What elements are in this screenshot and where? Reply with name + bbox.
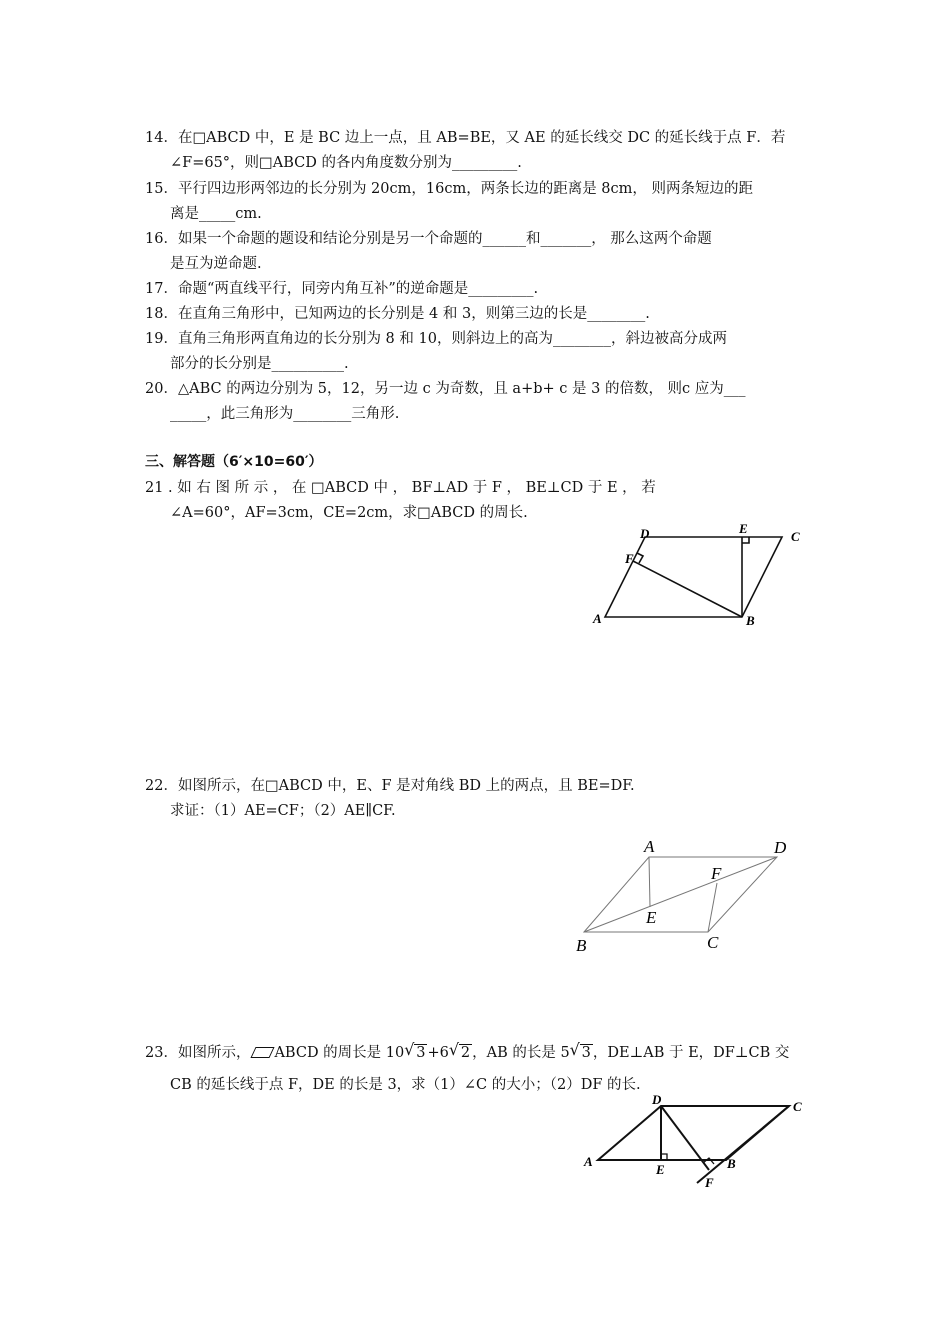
- q21-label-C: C: [791, 529, 800, 544]
- q21-label-A: A: [593, 611, 602, 626]
- q22-label-E: E: [646, 908, 657, 927]
- q14-line1: 14．在□ABCD 中，E 是 BC 边上一点，且 AB=BE，又 AE 的延长线交 DC 的延长线于点 F．若: [145, 130, 786, 146]
- q14-line2: ∠F=65°，则□ABCD 的各内角度数分别为_________.: [170, 155, 522, 171]
- q23-label-B: B: [727, 1156, 736, 1171]
- sqrt-icon: [571, 1043, 593, 1063]
- q20-line1: 20．△ABC 的两边分别为 5，12，另一边 c 为奇数，且 a+b+ c 是 3 的倍数， 则c 应为___: [145, 381, 746, 397]
- q22-label-F: F: [711, 864, 722, 883]
- q23-label-D: D: [652, 1092, 662, 1107]
- parallelogram-icon: [251, 1047, 275, 1058]
- q23-text-1: 23．如图所示，: [145, 1045, 251, 1061]
- q19-line1: 19．直角三角形两直角边的长分别为 8 和 10，则斜边上的高为________，斜边被高分成两: [145, 331, 727, 347]
- q22-line2: 求证：（1）AE=CF；（2）AE∥CF.: [170, 803, 396, 819]
- q21-line1: 21 . 如 右 图 所 示 ， 在 □ABCD 中 ， BF⊥AD 于 F ， BE⊥CD 于 E ， 若: [145, 480, 656, 496]
- q23-text-4: ，AB 的长是 5: [472, 1045, 570, 1061]
- q23-radicand-3: 3: [581, 1045, 591, 1061]
- q15-line1: 15．平行四边形两邻边的长分别为 20cm，16cm，两条长边的距离是 8cm， 则两条短边的距: [145, 181, 754, 197]
- q23-radicand-1: 3: [416, 1045, 426, 1061]
- q15-line2: 离是_____cm.: [170, 206, 262, 222]
- q21-label-E: E: [739, 521, 748, 536]
- q22-label-D: D: [774, 838, 787, 857]
- q21-line2: ∠A=60°，AF=3cm，CE=2cm，求□ABCD 的周长.: [170, 505, 528, 521]
- q23-label-C: C: [793, 1099, 802, 1114]
- q21-label-F: F: [625, 551, 634, 566]
- q16-line2: 是互为逆命题.: [170, 256, 262, 272]
- sqrt-icon: [405, 1043, 427, 1063]
- q23-text-2: ABCD 的周长是 10: [274, 1045, 405, 1061]
- q22-line1: 22．如图所示，在□ABCD 中，E、F 是对角线 BD 上的两点，且 BE=DF.: [145, 778, 635, 794]
- q17-line1: 17．命题“两直线平行，同旁内角互补”的逆命题是_________.: [145, 281, 539, 297]
- q23-line2: CB 的延长线于点 F，DE 的长是 3，求（1）∠C 的大小；（2）DF 的长.: [170, 1077, 641, 1093]
- q20-line2: _____，此三角形为________三角形.: [170, 406, 400, 422]
- sqrt-icon: [450, 1043, 472, 1063]
- q19-line2: 部分的长分别是__________.: [170, 356, 349, 372]
- q23-label-E: E: [656, 1162, 665, 1177]
- q23-label-A: A: [584, 1154, 593, 1169]
- q23-radicand-2: 2: [460, 1045, 471, 1061]
- q23-text-3: +6: [427, 1045, 449, 1061]
- q22-label-C: C: [707, 933, 719, 952]
- q23-line1: [145, 1043, 789, 1063]
- q23-label-F: F: [705, 1175, 714, 1190]
- q21-label-B: B: [746, 613, 755, 628]
- q16-line1: 16．如果一个命题的题设和结论分别是另一个命题的______和_______， 那么这两个命题: [145, 231, 712, 247]
- q18-line1: 18．在直角三角形中，已知两边的长分别是 4 和 3，则第三边的长是________.: [145, 306, 650, 322]
- section-title: 三、解答题（6′×10=60′）: [145, 454, 323, 470]
- q22-label-A: A: [644, 837, 655, 856]
- q22-label-B: B: [576, 936, 587, 955]
- q21-label-D: D: [640, 526, 650, 541]
- q23-text-5: ，DE⊥AB 于 E，DF⊥CB 交: [592, 1045, 790, 1061]
